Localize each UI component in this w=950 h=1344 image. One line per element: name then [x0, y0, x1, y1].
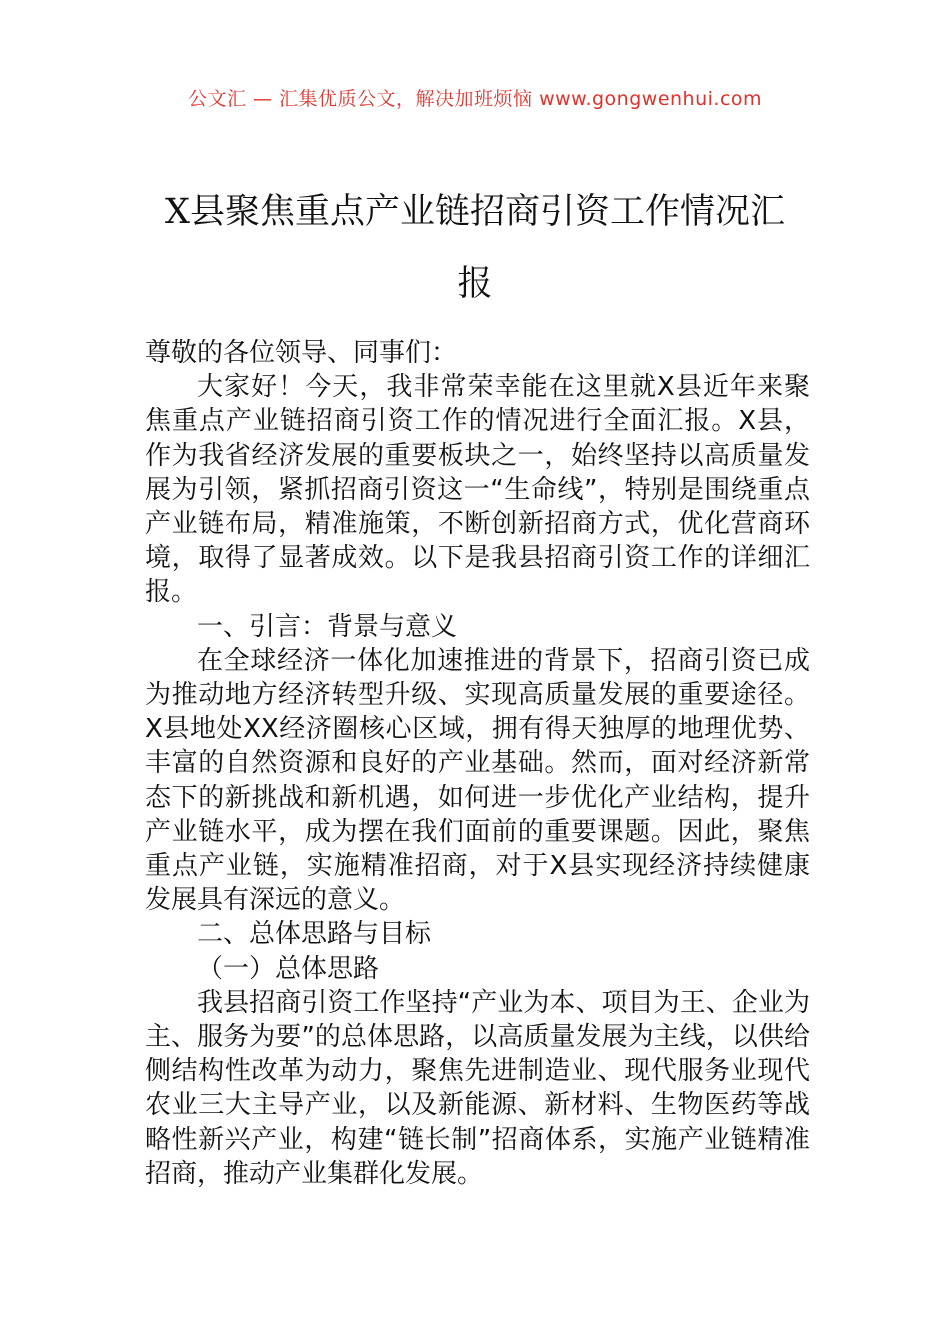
section-heading-1: 一、引言：背景与意义 [197, 611, 458, 642]
document-title: X县聚焦重点产业链招商引资工作情况汇报 [165, 192, 785, 304]
paragraph-intro: 大家好！今天，我非常荣幸能在这里就X县近年来聚焦重点产业链招商引资工作的情况进行全面汇报。X县，作为我省经济发展的重要板块之一，始终坚持以高质量发展为引领，紧抓招商引资这一“生命线”，特别是围绕重点产业链布局，精准施策，不断创新招商方式，优化营商环境，取得了显著成效。以下是我县招商引资工作的详细汇报。 [145, 372, 810, 608]
section-heading-2: 二、总体思路与目标 [197, 919, 432, 950]
salutation: 尊敬的各位领导、同事们： [145, 338, 458, 368]
paragraph-background: 在全球经济一体化加速推进的背景下，招商引资已成为推动地方经济转型升级、实现高质量发展的重要途径。X县地处XX经济圈核心区域，拥有得天独厚的地理优势、丰富的自然资源和良好的产业基础。然而，面对经济新常态下的新挑战和新机遇，如何进一步优化产业结构，提升产业链水平，成为摆在我们面前的重要课题。因此，聚焦重点产业链，实施精准招商，对于X县实现经济持续健康发展具有深远的意义。 [145, 645, 810, 916]
header-banner: 公文汇 — 汇集优质公文，解决加班烦恼 www.gongwenhui.com [187, 88, 763, 110]
document-body [145, 336, 810, 1191]
paragraph-overall-approach: 我县招商引资工作坚持“产业为本、项目为王、企业为主、服务为要”的总体思路，以高质量发展为主线，以供给侧结构性改革为动力，聚焦先进制造业、现代服务业现代农业三大主导产业，以及新能源、新材料、生物医药等战略性新兴产业，构建“链长制”招商体系，实施产业链精准招商，推动产业集群化发展。 [145, 987, 810, 1189]
subsection-heading-1: （一）总体思路 [197, 953, 380, 984]
